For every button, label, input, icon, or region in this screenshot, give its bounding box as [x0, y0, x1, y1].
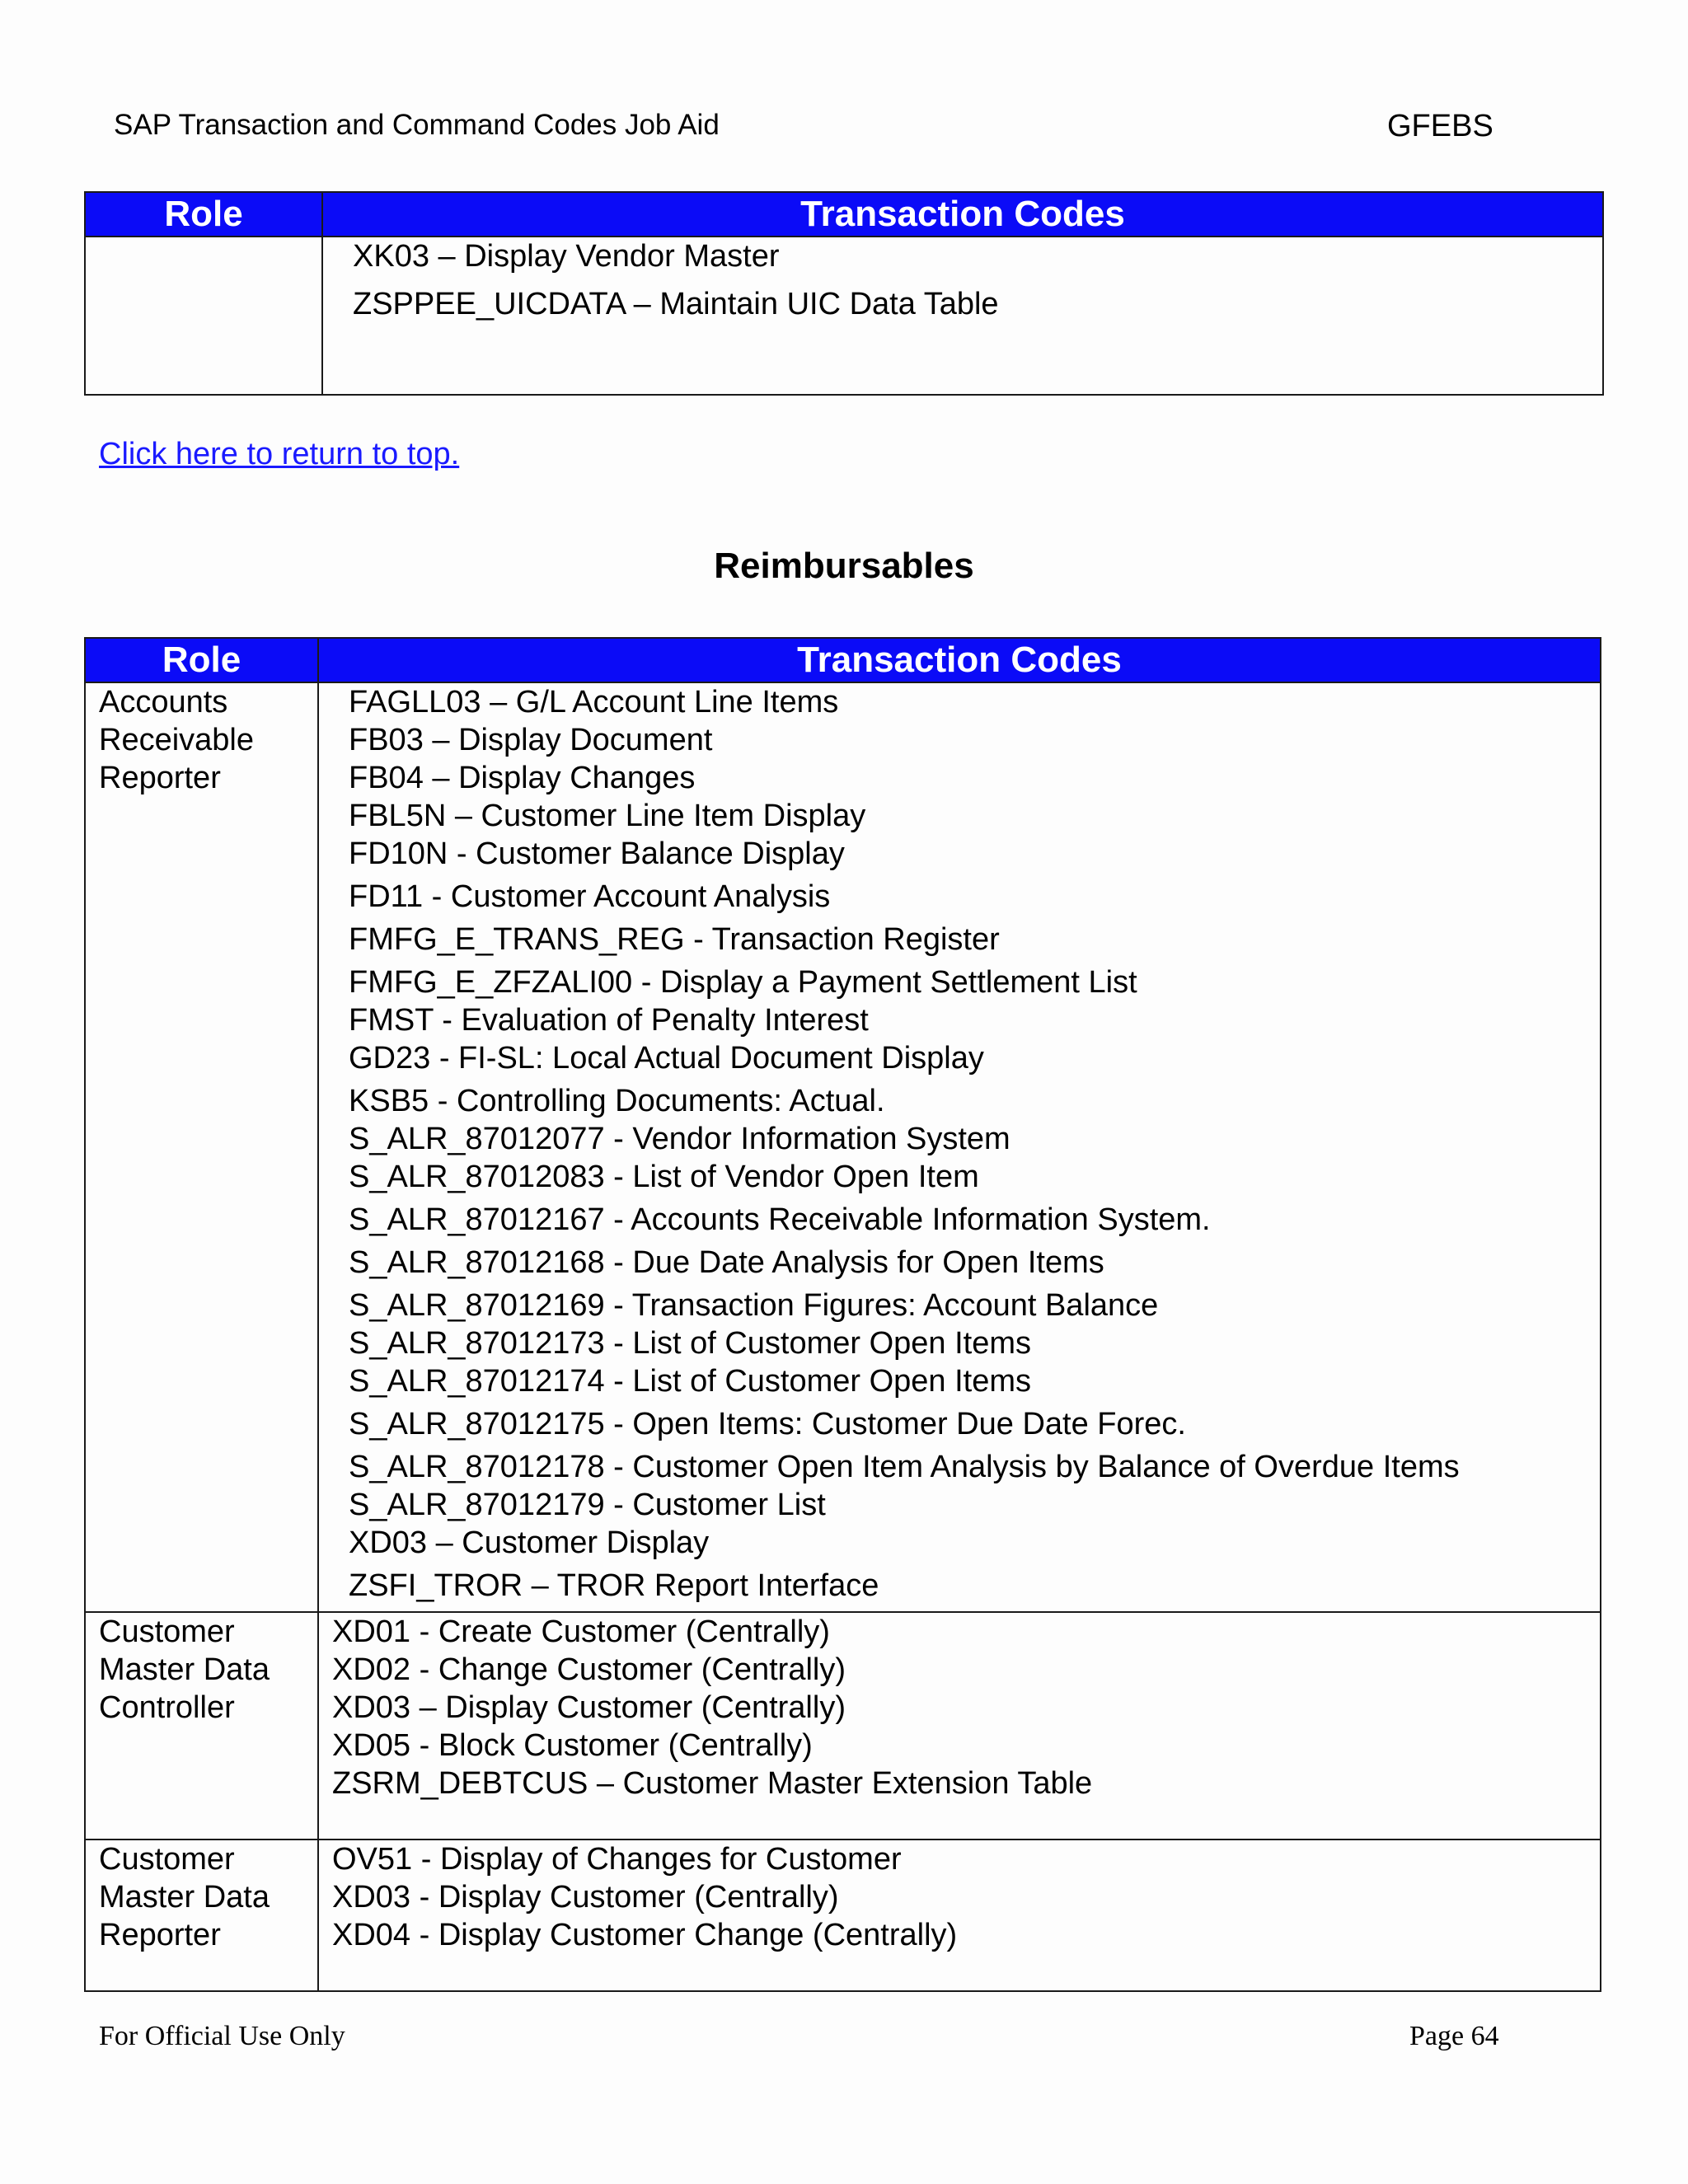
codes-cell: [318, 682, 1601, 1612]
transaction-code: XD01 - Create Customer (Centrally): [332, 1615, 830, 1649]
codes-cell: [318, 1840, 1601, 1991]
transaction-code: S_ALR_87012174 - List of Customer Open Items: [349, 1364, 1032, 1399]
section-title: Reimbursables: [714, 546, 974, 586]
codes-cell: [322, 237, 1603, 395]
role-line: Accounts: [99, 685, 228, 719]
role-cell: [85, 682, 318, 1612]
transaction-code: ZSRM_DEBTCUS – Customer Master Extension Table: [332, 1766, 1093, 1801]
transaction-code: S_ALR_87012169 - Transaction Figures: Account Balance: [349, 1288, 1159, 1323]
role-line: Customer: [99, 1842, 235, 1877]
table-header-row: [85, 192, 1603, 237]
return-to-top-link[interactable]: Click here to return to top.: [99, 437, 460, 471]
transaction-code: ZSPPEE_UICDATA – Maintain UIC Data Table: [353, 287, 999, 321]
transaction-codes-table-continued: [84, 191, 1604, 396]
role-line: Customer: [99, 1615, 235, 1649]
transaction-code: ZSFI_TROR – TROR Report Interface: [349, 1568, 879, 1603]
transaction-codes-column-header: Transaction Codes: [318, 638, 1601, 682]
transaction-code: S_ALR_87012167 - Accounts Receivable Information System.: [349, 1202, 1211, 1237]
role-cell: [85, 1840, 318, 1991]
transaction-code: S_ALR_87012168 - Due Date Analysis for Open Items: [349, 1245, 1104, 1280]
transaction-code: FAGLL03 – G/L Account Line Items: [349, 685, 839, 719]
role-cell: [85, 1612, 318, 1840]
transaction-code: KSB5 - Controlling Documents: Actual.: [349, 1084, 885, 1118]
role-cell: [85, 237, 322, 395]
transaction-code: S_ALR_87012179 - Customer List: [349, 1488, 826, 1522]
transaction-code: FMFG_E_ZFZALI00 - Display a Payment Settlement List: [349, 965, 1137, 1000]
footer-classification: For Official Use Only: [99, 2021, 345, 2051]
table-row: [85, 1840, 1601, 1991]
table-row: [85, 237, 1603, 395]
table-row: [85, 1612, 1601, 1840]
role-line: Reporter: [99, 761, 221, 795]
table-header-row: [85, 638, 1601, 682]
transaction-code: FMFG_E_TRANS_REG - Transaction Register: [349, 922, 1000, 957]
transaction-code: XD05 - Block Customer (Centrally): [332, 1728, 813, 1763]
codes-cell: [318, 1612, 1601, 1840]
transaction-code: XD03 - Display Customer (Centrally): [332, 1880, 839, 1915]
transaction-code: XK03 – Display Vendor Master: [353, 239, 780, 274]
transaction-code: GD23 - FI-SL: Local Actual Document Display: [349, 1041, 984, 1076]
transaction-code: FBL5N – Customer Line Item Display: [349, 799, 866, 833]
footer-page-number: Page 64: [1409, 2021, 1499, 2051]
transaction-code: S_ALR_87012077 - Vendor Information System: [349, 1122, 1010, 1156]
transaction-code: XD02 - Change Customer (Centrally): [332, 1652, 846, 1687]
role-line: Master Data: [99, 1880, 270, 1915]
transaction-code: FB03 – Display Document: [349, 723, 713, 757]
role-line: Master Data: [99, 1652, 270, 1687]
document-header-org: GFEBS: [1387, 109, 1493, 143]
transaction-code: FD10N - Customer Balance Display: [349, 837, 845, 871]
table-row: [85, 682, 1601, 1612]
transaction-code: XD04 - Display Customer Change (Centrally): [332, 1918, 958, 1952]
transaction-code: FB04 – Display Changes: [349, 761, 696, 795]
reimbursables-table: [84, 637, 1601, 1992]
transaction-code: FD11 - Customer Account Analysis: [349, 879, 831, 914]
transaction-code: S_ALR_87012175 - Open Items: Customer Due Date Forec.: [349, 1407, 1186, 1441]
role-line: Receivable: [99, 723, 254, 757]
transaction-code: S_ALR_87012083 - List of Vendor Open Item: [349, 1160, 979, 1194]
transaction-code: XD03 – Customer Display: [349, 1526, 710, 1560]
transaction-code: XD03 – Display Customer (Centrally): [332, 1690, 846, 1725]
document-header-title: SAP Transaction and Command Codes Job Aid: [114, 109, 720, 141]
role-column-header: Role: [85, 192, 322, 237]
transaction-code: OV51 - Display of Changes for Customer: [332, 1842, 902, 1877]
role-line: Controller: [99, 1690, 235, 1725]
transaction-codes-column-header: Transaction Codes: [322, 192, 1603, 237]
role-column-header: Role: [85, 638, 318, 682]
transaction-code: S_ALR_87012173 - List of Customer Open Items: [349, 1326, 1032, 1361]
transaction-code: S_ALR_87012178 - Customer Open Item Analysis by Balance of Overdue Items: [349, 1450, 1460, 1484]
transaction-code: FMST - Evaluation of Penalty Interest: [349, 1003, 869, 1038]
role-line: Reporter: [99, 1918, 221, 1952]
